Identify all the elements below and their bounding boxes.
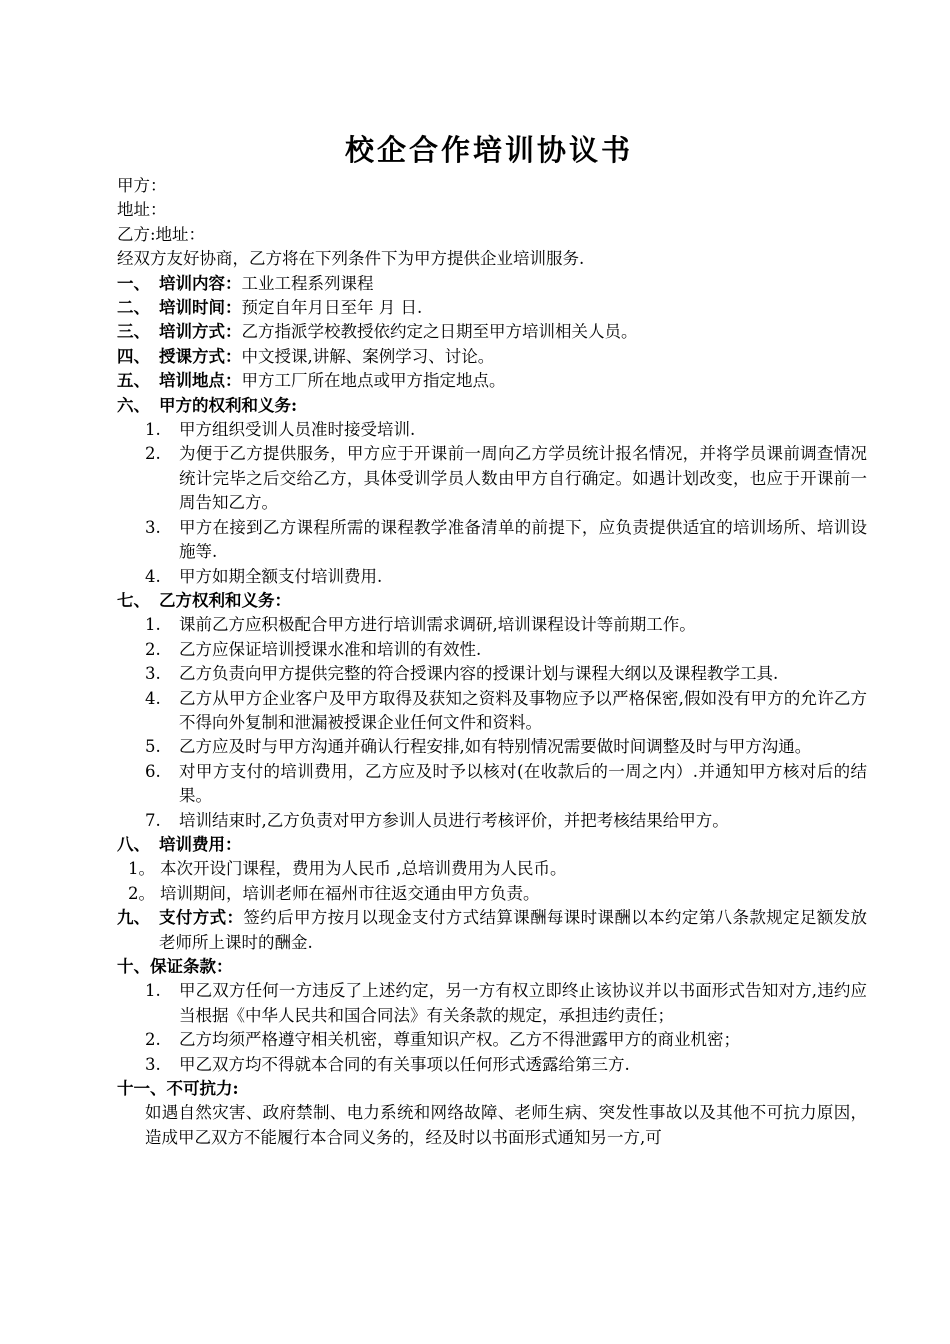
item-number: 1. [145,420,161,440]
item-text: 为便于乙方提供服务，甲方应于开课前一周向乙方学员统计报名情况，并将学员课前调查情况统计完毕之后交给乙方，具体受训学员人数由甲方自行确定。如遇计划改变，也应于开课前一周告知乙方。 [179,444,867,513]
section-10-heading: 十、保证条款： [117,957,233,976]
section-number: 三、 [117,322,150,342]
document-body [117,174,867,1150]
section-heading: 甲方的权利和义务: [159,395,298,415]
item-number: 4. [145,566,161,586]
section-number: 八、 [117,834,150,854]
list-item [117,516,867,565]
item-number: 2. [145,444,161,464]
item-number: 2. [145,1030,161,1050]
section-text: 签约后甲方按月以现金支付方式结算课酬每课时课酬以本约定第八条款规定足额发放老师所上课时的酬金. [159,908,868,952]
item-text: 培训期间，培训老师在福州市往返交通由甲方负责。 [160,883,540,903]
item-number: 6. [145,761,161,781]
item-number: 4. [145,688,161,708]
section-5 [117,369,867,393]
section-heading: 支付方式： [159,908,244,928]
item-number: 3. [145,664,161,684]
item-number: 3. [145,517,161,537]
list-item [117,979,867,1028]
section-number: 二、 [117,298,150,318]
section-number: 一、 [117,273,150,293]
section-text: 乙方指派学校教授依约定之日期至甲方培训相关人员。 [241,322,638,342]
section-10-list [117,979,867,1077]
list-item [117,809,867,833]
list-item [117,613,867,637]
section-heading: 乙方权利和义务： [159,590,291,610]
item-text: 甲乙双方任何一方违反了上述约定，另一方有权立即终止该协议并以书面形式告知对方,违约应当根据《中华人民共和国合同法》有关条款的规定，承担违约责任； [179,981,867,1025]
list-item [117,735,867,759]
item-text: 乙方应保证培训授课水准和培训的有效性. [179,639,482,659]
item-number: 2. [145,639,161,659]
section-number: 九、 [117,908,150,928]
section-heading: 培训方式： [159,322,242,342]
section-1 [117,272,867,296]
section-heading: 培训地点： [159,371,242,391]
section-heading: 培训时间： [159,298,242,318]
section-8-heading [117,833,867,857]
section-number: 七、 [117,590,150,610]
section-11-heading: 十一、不可抗力: [117,1079,239,1099]
item-text: 课前乙方应积极配合甲方进行培训需求调研,培训课程设计等前期工作。 [179,615,696,635]
item-text: 培训结束时,乙方负责对甲方参训人员进行考核评价，并把考核结果给甲方。 [179,810,729,830]
item-text: 甲方组织受训人员准时接受培训. [179,420,416,440]
section-text: 中文授课,讲解、案例学习、讨论。 [241,346,495,366]
list-item [117,1028,867,1052]
item-number: 2。 [128,883,155,903]
section-7-list [117,613,867,833]
section-8-list [117,857,867,906]
section-6-list [117,418,867,589]
section-number: 五、 [117,371,150,391]
section-2 [117,296,867,320]
item-number: 1. [145,615,161,635]
item-text: 甲乙双方均不得就本合同的有关事项以任何形式透露给第三方. [179,1054,630,1074]
list-item [117,687,867,736]
section-3 [117,320,867,344]
item-number: 7. [145,810,161,830]
section-heading: 培训费用： [159,834,242,854]
list-item [117,565,867,589]
list-item [117,662,867,686]
section-11-text: 如遇自然灾害、政府禁制、电力系统和网络故障、老师生病、突发性事故以及其他不可抗力原因，造成甲乙双方不能履行本合同义务的，经及时以书面形式通知另一方,可 [145,1103,867,1147]
section-number: 六、 [117,395,150,415]
party-a-line: 甲方： [117,176,167,195]
list-item [117,857,867,881]
address-line: 地址： [117,200,167,220]
party-b-line: 乙方:地址： [117,224,206,244]
section-6-heading [117,394,867,418]
section-4 [117,345,867,369]
section-body [159,906,867,955]
list-item [117,638,867,662]
document-title: 校企合作培训协议书 [344,133,633,167]
section-heading: 培训内容： [159,273,242,293]
list-item [117,1053,867,1077]
list-item [117,760,867,809]
section-7-heading [117,589,867,613]
item-text: 本次开设门课程，费用为人民币 ,总培训费用为人民币。 [160,859,567,879]
section-text: 预定自年月日至年 月 日. [241,298,423,318]
list-item [117,418,867,442]
intro-line: 经双方友好协商，乙方将在下列条件下为甲方提供企业培训服务. [117,249,585,269]
item-number: 1. [145,981,161,1001]
item-text: 甲方如期全额支付培训费用. [179,566,383,586]
section-9 [117,906,867,955]
list-item [117,882,867,906]
item-text: 乙方从甲方企业客户及甲方取得及获知之资料及事物应予以严格保密,假如没有甲方的允许乙方不得向外复制和泄漏被授课企业任何文件和资料。 [179,688,867,732]
item-text: 乙方均须严格遵守相关机密，尊重知识产权。乙方不得泄露甲方的商业机密； [179,1030,740,1050]
item-text: 甲方在接到乙方课程所需的课程教学准备清单的前提下，应负责提供适宜的培训场所、培训设施等. [179,517,867,562]
item-text: 乙方应及时与甲方沟通并确认行程安排,如有特别情况需要做时间调整及时与甲方沟通。 [179,737,812,757]
item-number: 3. [145,1054,161,1074]
section-number: 四、 [117,346,150,366]
item-number: 1。 [128,859,155,879]
section-text: 工业工程系列课程 [241,273,374,293]
section-text: 甲方工厂所在地点或甲方指定地点。 [241,371,506,391]
item-number: 5. [145,737,161,757]
item-text: 乙方负责向甲方提供完整的符合授课内容的授课计划与课程大纲以及课程教学工具. [179,664,779,684]
section-heading: 授课方式： [159,346,242,366]
item-text: 对甲方支付的培训费用，乙方应及时予以核对(在收款后的一周之内）.并通知甲方核对后的结果。 [179,761,867,806]
list-item [117,442,867,515]
